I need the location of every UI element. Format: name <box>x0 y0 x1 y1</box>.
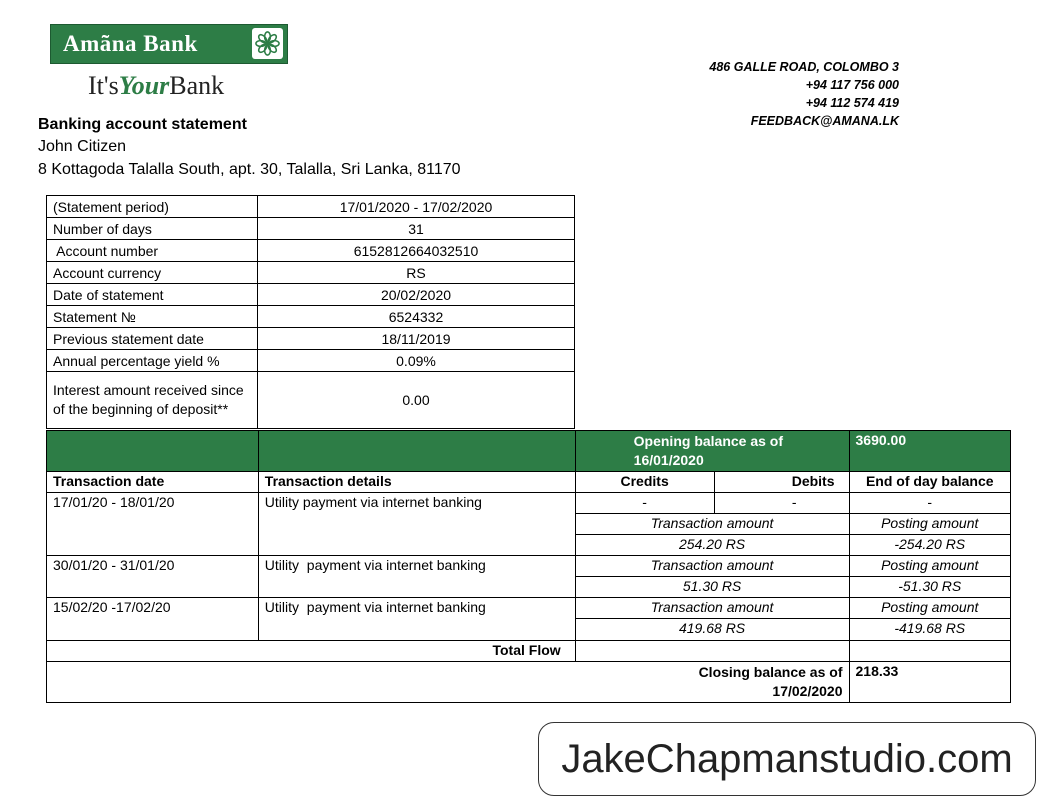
transaction-amount-label: Transaction amount <box>575 556 849 577</box>
total-flow-balance <box>849 641 1011 662</box>
bank-name: Amãna Bank <box>63 31 198 56</box>
info-row <box>47 328 575 350</box>
transaction-amount: 419.68 RS <box>575 619 849 641</box>
transaction-amount-label: Transaction amount <box>575 598 849 619</box>
table-header-row <box>47 472 1011 493</box>
balance-placeholder: - <box>849 493 1011 514</box>
contact-phone-1: +94 117 756 000 <box>805 78 899 92</box>
info-value: RS <box>258 262 575 284</box>
info-value: 6524332 <box>258 306 575 328</box>
table-row <box>47 493 1011 514</box>
posting-amount-label: Posting amount <box>849 598 1011 619</box>
table-row <box>47 598 1011 619</box>
bank-contact <box>709 58 899 130</box>
posting-amount: -419.68 RS <box>849 619 1011 641</box>
total-flow-value <box>575 641 849 662</box>
info-row <box>47 218 575 240</box>
watermark: JakeChapmanstudio.com <box>538 722 1036 796</box>
posting-amount: -254.20 RS <box>849 535 1011 556</box>
transaction-amount-label: Transaction amount <box>575 514 849 535</box>
info-value: 17/01/2020 - 17/02/2020 <box>258 196 575 218</box>
info-label: Statement № <box>47 306 258 328</box>
bank-logo <box>50 24 288 64</box>
info-label: Account number <box>47 240 258 262</box>
opening-balance-label: Opening balance as of 16/01/2020 <box>575 431 849 472</box>
info-value: 0.00 <box>258 372 575 429</box>
green-header-cell <box>47 431 259 472</box>
statement-title: Banking account statement <box>38 116 247 133</box>
bank-tagline <box>88 71 224 101</box>
info-label: Previous statement date <box>47 328 258 350</box>
info-label: Account currency <box>47 262 258 284</box>
info-value: 0.09% <box>258 350 575 372</box>
transaction-details: Utility payment via internet banking <box>258 598 575 641</box>
transaction-amount: 254.20 RS <box>575 535 849 556</box>
info-label: Number of days <box>47 218 258 240</box>
debits-placeholder: - <box>714 493 849 514</box>
green-header-cell <box>258 431 575 472</box>
tagline-prefix: It's <box>88 71 119 100</box>
transaction-date: 30/01/20 - 31/01/20 <box>47 556 259 598</box>
header-credits: Credits <box>575 472 714 493</box>
contact-address: 486 GALLE ROAD, COLOMBO 3 <box>709 60 899 74</box>
header-transaction-details: Transaction details <box>258 472 575 493</box>
info-label: Interest amount received since of the beginning of deposit** <box>47 372 258 429</box>
closing-balance-row <box>47 662 1011 703</box>
opening-balance-value: 3690.00 <box>849 431 1011 472</box>
transactions-table <box>46 430 1011 703</box>
closing-balance-label: Closing balance as of 17/02/2020 <box>47 662 850 703</box>
transaction-amount: 51.30 RS <box>575 577 849 598</box>
account-holder-address: 8 Kottagoda Talalla South, apt. 30, Talalla, Sri Lanka, 81170 <box>38 161 461 178</box>
info-label: Annual percentage yield % <box>47 350 258 372</box>
info-row <box>47 262 575 284</box>
contact-email: FEEDBACK@AMANA.LK <box>750 114 899 128</box>
tagline-your: Your <box>118 71 170 100</box>
info-row <box>47 284 575 306</box>
transaction-details: Utility payment via internet banking <box>258 556 575 598</box>
closing-balance-value: 218.33 <box>849 662 1011 703</box>
flower-emblem-icon <box>252 28 283 59</box>
info-value: 20/02/2020 <box>258 284 575 306</box>
info-row <box>47 196 575 218</box>
total-flow-label: Total Flow <box>47 641 576 662</box>
tagline-suffix: Bank <box>169 71 225 100</box>
account-holder-name: John Citizen <box>38 138 127 155</box>
opening-balance-row <box>47 431 1011 472</box>
header-transaction-date: Transaction date <box>47 472 259 493</box>
contact-phone-2: +94 112 574 419 <box>805 96 899 110</box>
transaction-date: 17/01/20 - 18/01/20 <box>47 493 259 556</box>
info-label: Date of statement <box>47 284 258 306</box>
table-row <box>47 556 1011 577</box>
posting-amount-label: Posting amount <box>849 514 1011 535</box>
info-label: (Statement period) <box>47 196 258 218</box>
info-row <box>47 372 575 429</box>
header-end-of-day-balance: End of day balance <box>849 472 1011 493</box>
total-flow-row <box>47 641 1011 662</box>
statement-info-table <box>46 195 575 429</box>
transaction-date: 15/02/20 -17/02/20 <box>47 598 259 641</box>
info-value: 31 <box>258 218 575 240</box>
posting-amount-label: Posting amount <box>849 556 1011 577</box>
credits-placeholder: - <box>575 493 714 514</box>
info-value: 6152812664032510 <box>258 240 575 262</box>
header-debits: Debits <box>714 472 849 493</box>
info-row <box>47 306 575 328</box>
transaction-details: Utility payment via internet banking <box>258 493 575 556</box>
info-row <box>47 350 575 372</box>
posting-amount: -51.30 RS <box>849 577 1011 598</box>
info-value: 18/11/2019 <box>258 328 575 350</box>
info-row <box>47 240 575 262</box>
